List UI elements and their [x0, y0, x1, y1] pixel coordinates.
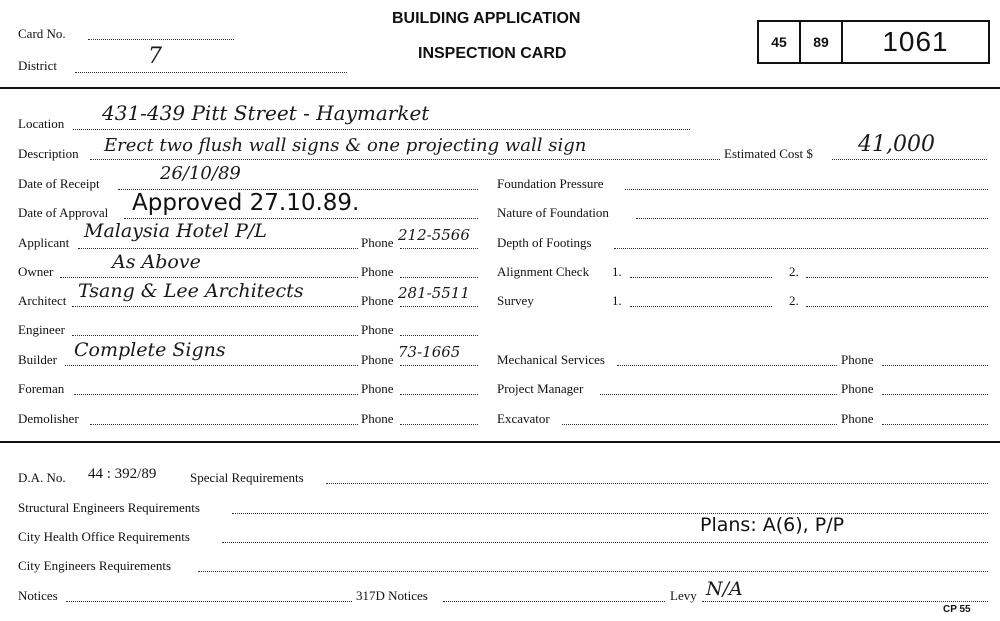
alignment-1-label: 1.	[612, 264, 622, 279]
architect-phone-line	[400, 306, 478, 307]
levy-value: N/A	[706, 578, 743, 600]
alignment-label: Alignment Check	[497, 264, 590, 279]
card-no-line	[88, 39, 234, 40]
architect-value: Tsang & Lee Architects	[78, 280, 304, 302]
district-line	[75, 72, 347, 73]
alignment-2-line	[806, 277, 988, 278]
demolisher-label: Demolisher	[18, 411, 79, 426]
health-value: Plans: A(6), P/P	[700, 514, 845, 536]
health-line	[222, 542, 988, 543]
city-engineers-line	[198, 571, 988, 572]
survey-label: Survey	[497, 293, 534, 308]
description-value: Erect two flush wall signs & one projecting wall sign	[104, 135, 587, 156]
structural-label: Structural Engineers Requirements	[18, 500, 200, 515]
applicant-phone: 212-5566	[398, 226, 470, 244]
mechanical-label: Mechanical Services	[497, 352, 605, 367]
district-value: 7	[148, 44, 162, 69]
approval-value: Approved 27.10.89.	[132, 190, 360, 216]
levy-label: Levy	[670, 588, 697, 603]
builder-phone: 73-1665	[398, 343, 461, 361]
structural-line	[232, 513, 988, 514]
architect-phone: 281-5511	[398, 284, 470, 302]
demolisher-phone-label: Phone	[361, 411, 394, 426]
project-manager-phone-line	[882, 394, 988, 395]
architect-line	[72, 306, 358, 307]
architect-label: Architect	[18, 293, 67, 308]
excavator-phone-line	[882, 424, 988, 425]
owner-phone-label: Phone	[361, 264, 394, 279]
da-label: D.A. No.	[18, 470, 66, 485]
project-manager-line	[600, 394, 837, 395]
form-code: CP 55	[943, 604, 971, 615]
applicant-phone-line	[400, 248, 478, 249]
excavator-phone-label: Phone	[841, 411, 874, 426]
owner-value: As Above	[112, 251, 201, 273]
foreman-label: Foreman	[18, 381, 65, 396]
box-b: 89	[801, 22, 843, 62]
survey-1-label: 1.	[612, 293, 622, 308]
survey-2-line	[806, 306, 988, 307]
location-value: 431-439 Pitt Street - Haymarket	[102, 101, 430, 125]
depth-footings-line	[614, 248, 988, 249]
approval-line	[124, 218, 478, 219]
estimated-cost-label: Estimated Cost $	[724, 146, 813, 161]
notices-317d-label: 317D Notices	[356, 588, 428, 603]
levy-line	[702, 601, 988, 602]
alignment-2-label: 2.	[789, 264, 799, 279]
notices-line	[66, 601, 352, 602]
mechanical-phone-label: Phone	[841, 352, 874, 367]
description-line	[90, 159, 720, 160]
box-a: 45	[759, 22, 801, 62]
estimated-cost-line	[832, 159, 987, 160]
survey-1-line	[630, 306, 772, 307]
description-label: Description	[18, 146, 79, 161]
applicant-line	[78, 248, 358, 249]
builder-line	[65, 365, 358, 366]
header-rule	[0, 87, 1000, 89]
applicant-phone-label: Phone	[361, 235, 394, 250]
architect-phone-label: Phone	[361, 293, 394, 308]
builder-phone-line	[400, 365, 478, 366]
demolisher-line	[90, 424, 358, 425]
nature-foundation-label: Nature of Foundation	[497, 205, 609, 220]
owner-line	[60, 277, 358, 278]
mechanical-line	[617, 365, 837, 366]
foreman-line	[74, 394, 358, 395]
box-number: 1061	[882, 26, 949, 57]
approval-label: Date of Approval	[18, 205, 109, 220]
city-engineers-label: City Engineers Requirements	[18, 558, 172, 573]
receipt-label: Date of Receipt	[18, 176, 100, 191]
foundation-pressure-label: Foundation Pressure	[497, 176, 604, 191]
builder-value: Complete Signs	[74, 339, 226, 361]
applicant-value: Malaysia Hotel P/L	[84, 220, 267, 242]
engineer-phone-label: Phone	[361, 322, 394, 337]
engineer-label: Engineer	[18, 322, 65, 337]
foreman-phone-label: Phone	[361, 381, 394, 396]
foreman-phone-line	[400, 394, 478, 395]
form-title-line2: INSPECTION CARD	[418, 45, 567, 62]
da-value: 44 : 392/89	[88, 466, 157, 482]
engineer-phone-line	[400, 335, 478, 336]
district-label: District	[18, 58, 57, 73]
owner-label: Owner	[18, 264, 54, 279]
demolisher-phone-line	[400, 424, 478, 425]
alignment-1-line	[630, 277, 772, 278]
builder-phone-label: Phone	[361, 352, 394, 367]
health-label: City Health Office Requirements	[18, 529, 190, 544]
project-manager-label: Project Manager	[497, 381, 584, 396]
project-manager-phone-label: Phone	[841, 381, 874, 396]
receipt-value: 26/10/89	[160, 163, 241, 184]
nature-foundation-line	[636, 218, 988, 219]
notices-label: Notices	[18, 588, 58, 603]
card-no-label: Card No.	[18, 26, 66, 41]
builder-label: Builder	[18, 352, 57, 367]
excavator-line	[562, 424, 837, 425]
foundation-pressure-line	[625, 189, 988, 190]
depth-footings-label: Depth of Footings	[497, 235, 592, 250]
excavator-label: Excavator	[497, 411, 550, 426]
card-number-box	[757, 20, 990, 64]
estimated-cost-value: 41,000	[858, 132, 935, 157]
location-label: Location	[18, 116, 65, 131]
survey-2-label: 2.	[789, 293, 799, 308]
special-label: Special Requirements	[190, 470, 304, 485]
engineer-line	[72, 335, 358, 336]
special-line	[326, 483, 988, 484]
notices-317d-line	[443, 601, 665, 602]
owner-phone-line	[400, 277, 478, 278]
applicant-label: Applicant	[18, 235, 70, 250]
location-line	[73, 129, 690, 130]
section-rule	[0, 441, 1000, 443]
form-title-line1: BUILDING APPLICATION	[392, 10, 581, 27]
mechanical-phone-line	[882, 365, 988, 366]
